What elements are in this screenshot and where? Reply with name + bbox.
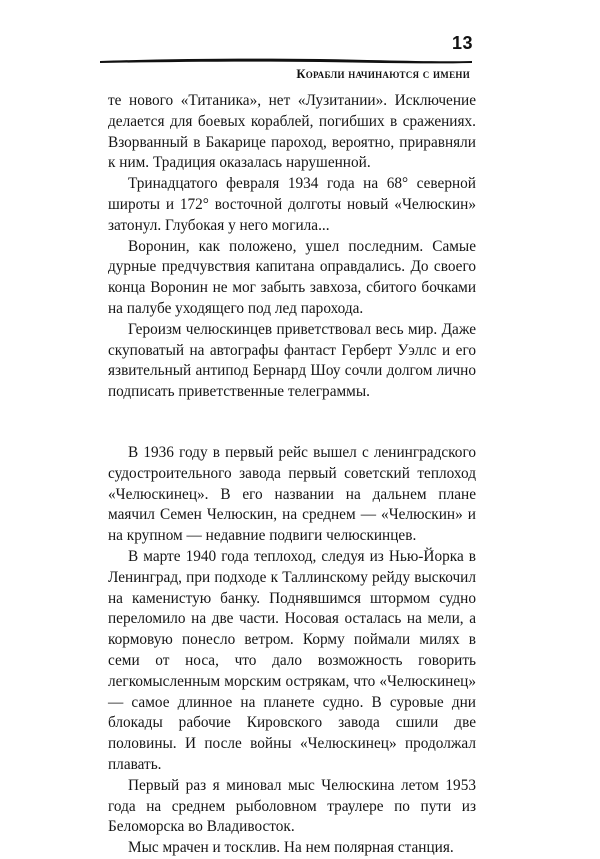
paragraph: те нового «Титаника», нет «Лузитании». Исключение делается для боевых кораблей, погибших в сражениях. Взорванный в Бакарице пароход, вероятно, приравняли к ним. Традиция оказалась нарушенной. <box>108 92 476 172</box>
paragraph: Мыс мрачен и тосклив. На нем полярная станция. <box>128 839 454 857</box>
paragraph: Первый раз я миновал мыс Челюскина летом 1953 года на среднем рыболовном траулере по пути из Беломорска во Владивосток. <box>108 776 476 836</box>
body-text <box>108 91 476 859</box>
paragraph: В 1936 году в первый рейс вышел с ленинградского судостроительного завода первый советский теплоход «Челюскинец». В его названии на дальнем плане маячил Семен Челюскин, на среднем — «Челюскин» и на крупном — недавние подвиги челюскинцев. <box>108 443 476 545</box>
paragraph: В марте 1940 года теплоход, следуя из Нью-Йорка в Ленинград, при подходе к Таллинскому рейду выскочил на каменистую банку. Поднявшимся штормом судно переломило на две части. Носовая осталась на мели, а кормовую понесло ветром. Корму поймали милях в семи от носа, что дало возможность говорить легкомысленным морским острякам, что «Челюскинец» — самое длинное на планете судно. В суровые дни блокады рабочие Кировского завода сшили две половины. И после войны «Челюскинец» продолжал плавать. <box>108 547 476 773</box>
paragraph: Тринадцатого февраля 1934 года на 68° северной широты и 172° восточной долготы новый «Челюскин» затонул. Глубокая у него могила... <box>108 175 476 234</box>
paragraph: Героизм челюскинцев приветствовал весь мир. Даже скуповатый на автографы фантаст Герберт Уэллс и его язвительный антипод Бернард Шоу сочли долгом лично подписать приветственные телеграммы. <box>108 320 476 401</box>
paragraph: Воронин, как положено, ушел последним. Самые дурные предчувствия капитана оправдались. До своего конца Воронин не мог забыть завхоза, сбитого бочками на палубе уходящего под лед парохода. <box>108 237 476 317</box>
page-number: 13 <box>452 33 474 53</box>
running-head: Корабли начинаются с имени <box>296 67 470 81</box>
